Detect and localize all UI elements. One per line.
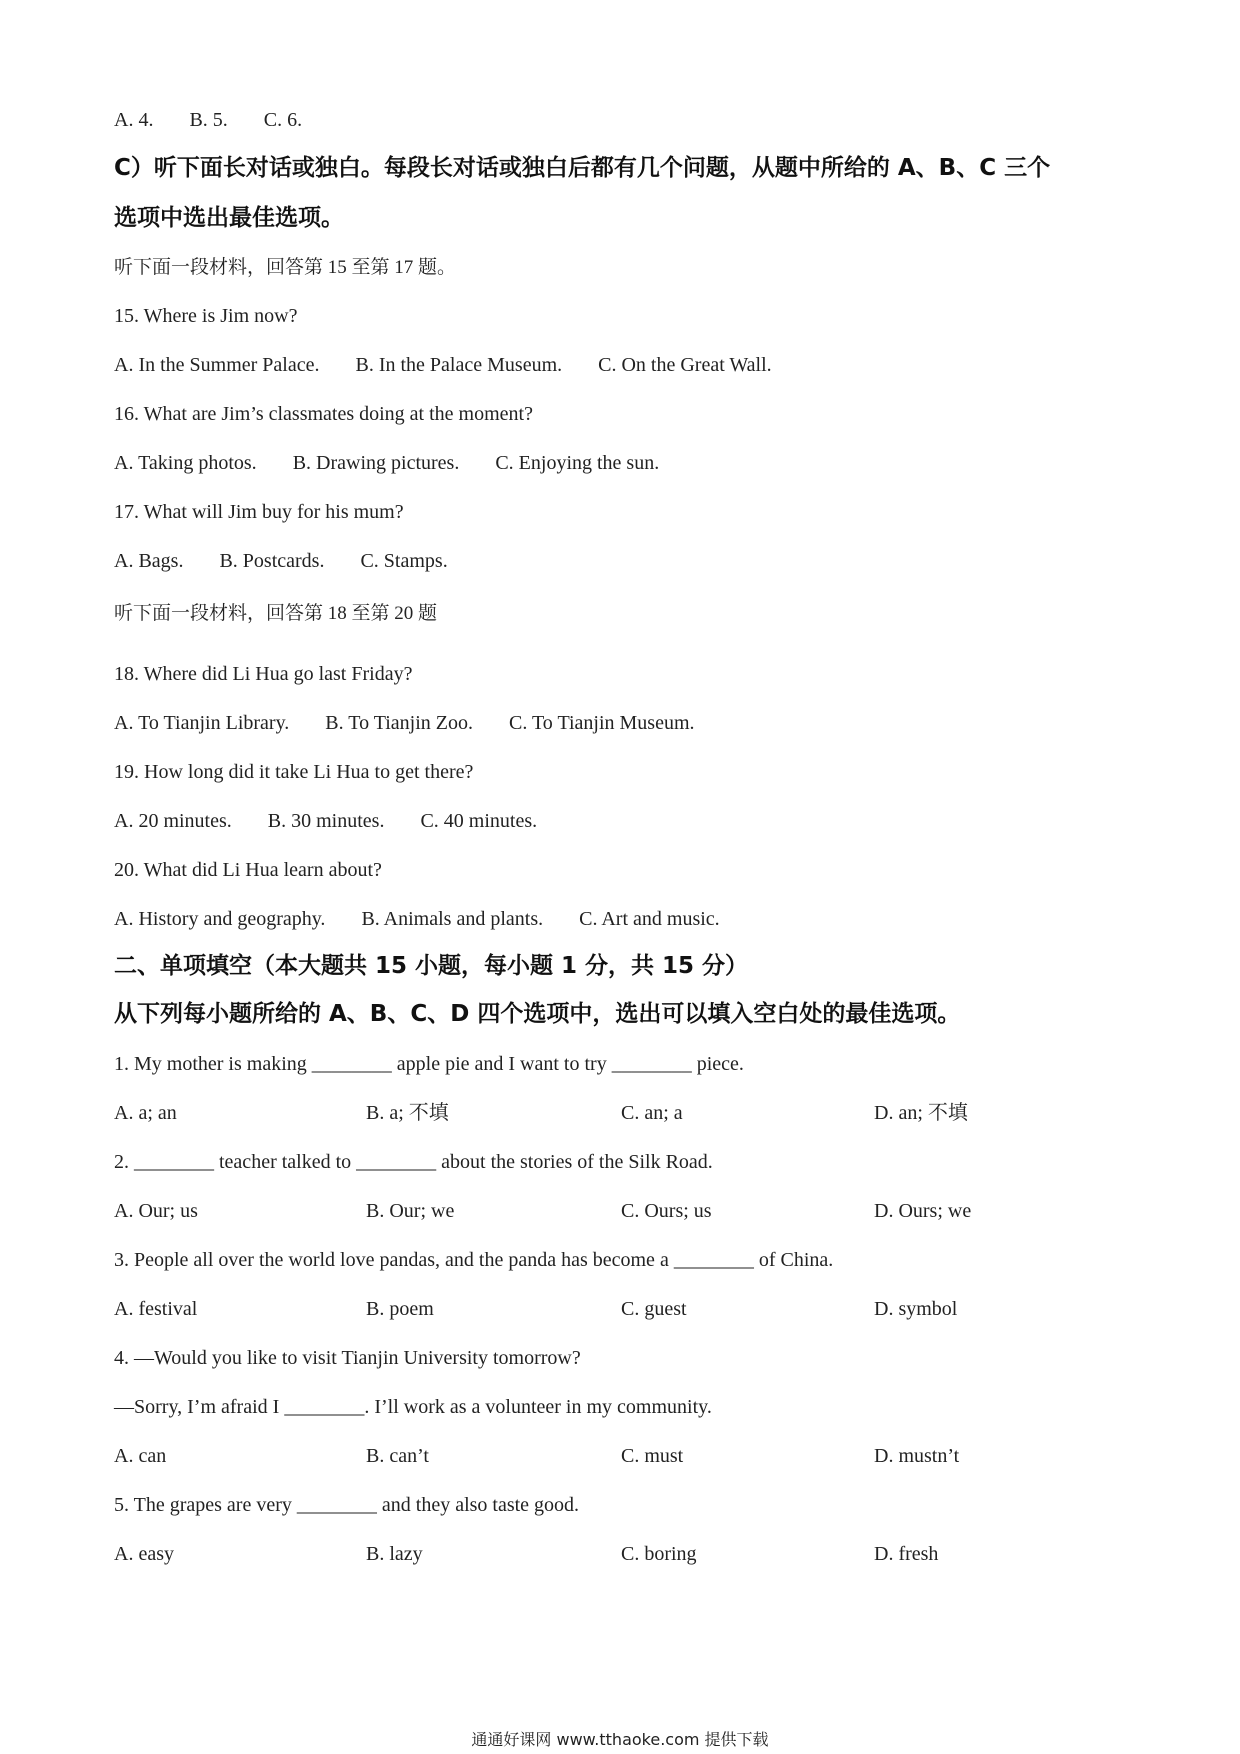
option-d: D. symbol — [874, 1298, 958, 1320]
option: C. Stamps. — [360, 550, 448, 572]
question-19-options — [114, 809, 537, 833]
option: A. 4. — [114, 109, 154, 131]
question-15: 15. Where is Jim now? — [114, 305, 298, 327]
mc-question-5-options — [114, 1542, 1114, 1566]
mc-question-3: 3. People all over the world love pandas, and the panda has become a ________ of China. — [114, 1249, 834, 1271]
option: A. History and geography. — [114, 908, 326, 930]
option: C. 6. — [263, 109, 303, 131]
option-b: B. lazy — [366, 1543, 423, 1565]
option-a: A. can — [114, 1445, 167, 1467]
mc-question-4-line2: —Sorry, I’m afraid I ________. I’ll work as a volunteer in my community. — [114, 1396, 712, 1418]
section-c-heading-line1: C）听下面长对话或独白。每段长对话或独白后都有几个问题，从题中所给的 A、B、C 三个 — [114, 155, 1051, 181]
section-c-intro-2: 听下面一段材料，回答第 18 至第 20 题 — [114, 603, 438, 624]
option: B. 5. — [189, 109, 228, 131]
mc-question-2: 2. ________ teacher talked to ________ about the stories of the Silk Road. — [114, 1151, 713, 1173]
option-a: A. Our; us — [114, 1200, 198, 1222]
question-17-options — [114, 549, 448, 573]
option: A. In the Summer Palace. — [114, 354, 320, 376]
option-a: A. easy — [114, 1543, 174, 1565]
option: B. Animals and plants. — [361, 908, 544, 930]
option: B. In the Palace Museum. — [355, 354, 563, 376]
option: B. Postcards. — [219, 550, 325, 572]
question-20-options — [114, 907, 720, 931]
option-c: C. boring — [621, 1543, 697, 1565]
mc-question-5: 5. The grapes are very ________ and they also taste good. — [114, 1494, 580, 1516]
option-b: B. can’t — [366, 1445, 429, 1467]
option: B. Drawing pictures. — [292, 452, 460, 474]
option: C. To Tianjin Museum. — [509, 712, 695, 734]
option-c: C. Ours; us — [621, 1200, 712, 1222]
option-c: C. must — [621, 1445, 684, 1467]
mc-question-1-options — [114, 1101, 1114, 1125]
question-17: 17. What will Jim buy for his mum? — [114, 501, 404, 523]
option: A. To Tianjin Library. — [114, 712, 290, 734]
question-20: 20. What did Li Hua learn about? — [114, 859, 382, 881]
question-16: 16. What are Jim’s classmates doing at the moment? — [114, 403, 533, 425]
mc-question-2-options — [114, 1199, 1114, 1223]
question-18: 18. Where did Li Hua go last Friday? — [114, 663, 413, 685]
top-options — [114, 108, 302, 132]
option-a: A. a; an — [114, 1102, 177, 1124]
section-c-heading-line2: 选项中选出最佳选项。 — [114, 205, 344, 231]
section-2-heading: 二、单项填空（本大题共 15 小题，每小题 1 分，共 15 分） — [114, 953, 749, 979]
option: C. On the Great Wall. — [598, 354, 772, 376]
option: A. Taking photos. — [114, 452, 257, 474]
section-2-instruction: 从下列每小题所给的 A、B、C、D 四个选项中，选出可以填入空白处的最佳选项。 — [114, 1001, 961, 1027]
option-b: B. a; 不填 — [366, 1102, 449, 1124]
option-c: C. an; a — [621, 1102, 683, 1124]
question-16-options — [114, 451, 659, 475]
option: B. 30 minutes. — [267, 810, 385, 832]
mc-question-4-options — [114, 1444, 1114, 1468]
question-19: 19. How long did it take Li Hua to get there? — [114, 761, 474, 783]
option: C. Art and music. — [579, 908, 720, 930]
option-d: D. an; 不填 — [874, 1102, 968, 1124]
option: C. 40 minutes. — [420, 810, 538, 832]
mc-question-4: 4. —Would you like to visit Tianjin University tomorrow? — [114, 1347, 581, 1369]
question-15-options — [114, 353, 772, 377]
option: C. Enjoying the sun. — [495, 452, 660, 474]
option-a: A. festival — [114, 1298, 198, 1320]
mc-question-1: 1. My mother is making ________ apple pie and I want to try ________ piece. — [114, 1053, 744, 1075]
option-b: B. Our; we — [366, 1200, 455, 1222]
page-footer: 通通好课网 www.tthaoke.com 提供下载 — [471, 1730, 769, 1749]
section-c-intro-1: 听下面一段材料，回答第 15 至第 17 题。 — [114, 257, 457, 278]
option-d: D. Ours; we — [874, 1200, 972, 1222]
option-d: D. fresh — [874, 1543, 939, 1565]
question-18-options — [114, 711, 695, 735]
option-c: C. guest — [621, 1298, 687, 1320]
option: A. Bags. — [114, 550, 184, 572]
option: B. To Tianjin Zoo. — [325, 712, 473, 734]
option: A. 20 minutes. — [114, 810, 232, 832]
option-b: B. poem — [366, 1298, 434, 1320]
mc-question-3-options — [114, 1297, 1114, 1321]
option-d: D. mustn’t — [874, 1445, 960, 1467]
